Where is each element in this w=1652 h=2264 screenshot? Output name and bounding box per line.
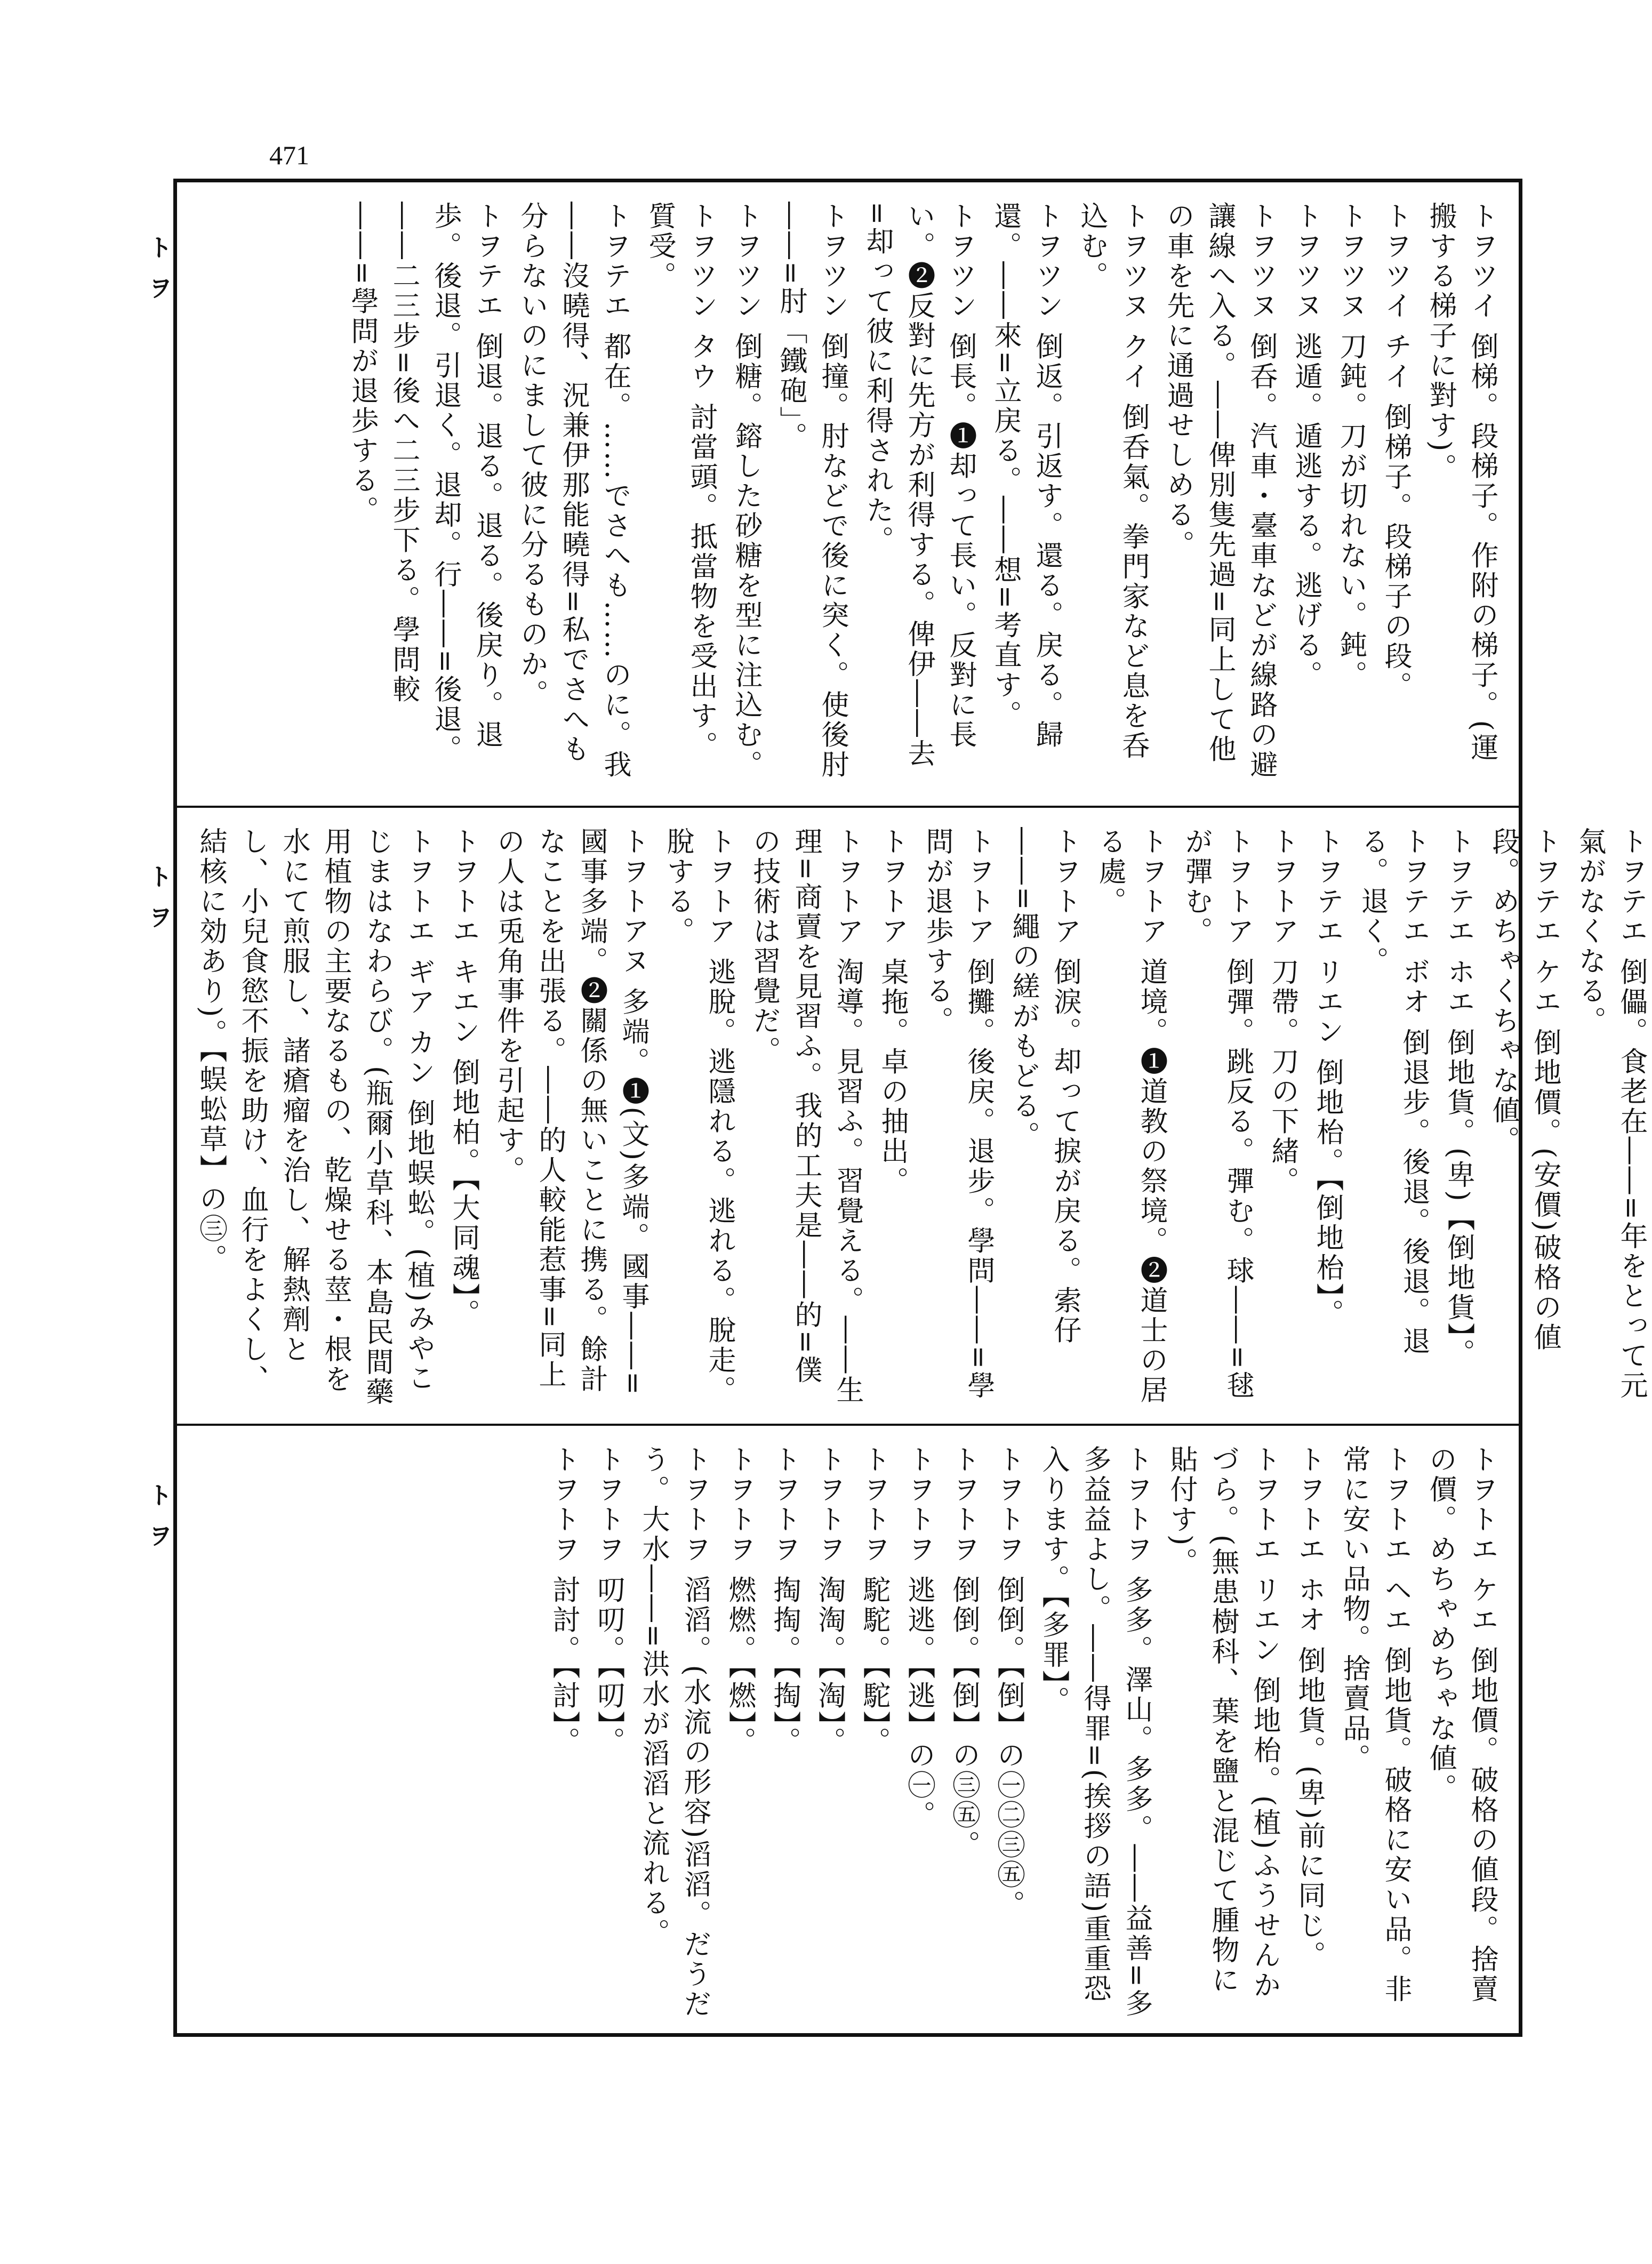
dictionary-entry: トヲツン 倒撞。肘などで後に突く。使後肘――=肘「鐵砲」。 <box>775 202 848 780</box>
dictionary-page-frame <box>173 179 1647 2037</box>
dictionary-entry: トヲツン 倒長。❶却って長い。反對に長い。❷反對に先方が利得する。俾伊――去=却って彼に利得された。 <box>861 202 976 769</box>
dictionary-entry: トヲテエ リエン 倒地枱。【倒地枱】。 <box>1311 827 1343 1329</box>
dictionary-entry: トヲトエ ギア カン 倒地蜈蚣。(植)みやこじまはなわらび。(瓶爾小草科、本島民間藥用植物の主要なるもの、乾燥せる莖・根を水にて煎服し、諸瘡瘤を治し、解熱劑とし、小兒食慾不振を助け、血行をよくし、結核に効あり)。【蜈蚣草】の㊂。 <box>195 827 435 1408</box>
tier-top <box>177 182 1519 804</box>
dictionary-entry: トヲトア 道境。❶道教の祭境。❷道士の居る處。 <box>1094 827 1167 1406</box>
dictionary-entry: トヲトア 逃脫。逃隱れる。逃れる。脫走。脫する。 <box>662 827 735 1406</box>
dictionary-entry: トヲツイ チイ 倒梯子。段梯子の段。 <box>1380 202 1412 702</box>
dictionary-entry: トヲトヲ 逃逃。【逃】の㊀。 <box>903 1445 935 1831</box>
dictionary-entry: トヲトアヌ 多端。❶(文)多端。國事――=國事多端。❷關係の無いことに携る。餘計なことを出張る。――的人較能惹事=同上の人は兎角事件を引起す。 <box>492 827 649 1397</box>
dictionary-entry: トヲテエ ボオ 倒退步。後退。後退。退る。退く。 <box>1356 827 1430 1357</box>
dictionary-entry: トヲトヲ 淘淘。【淘】。 <box>813 1445 845 1757</box>
entry-column-group <box>187 827 1652 1408</box>
dictionary-entry: トヲテエ ホエ 倒地貨。(卑)【倒地貨】。 <box>1442 827 1474 1369</box>
dictionary-entry: トヲツイ 倒梯。段梯子。作附の梯子。(運搬する梯子に對す)。 <box>1424 202 1498 763</box>
dictionary-entry: トヲトエ リエン 倒地枱。(植)ふうせんかづら。(無患樹科、葉を鹽と混じて腫物に貼付す)。 <box>1165 1445 1280 2001</box>
dictionary-entry: トヲトア 刀帶。刀の下緒。 <box>1266 827 1298 1197</box>
entry-column-group <box>338 202 1503 790</box>
dictionary-entry: トヲトエ ケエ 倒地價。破格の値段。捨賣の價。めちゃめちゃな値。 <box>1424 1445 1498 2005</box>
tier-middle <box>177 806 1647 1422</box>
dictionary-entry: トヲトエ キエン 倒地柏。【大同魂】。 <box>447 827 479 1329</box>
dictionary-entry: トヲツヌ 倒呑。汽車・臺車などが線路の避讓線へ入る。――俾別隻先過=同上して他の車を先に通過せしめる。 <box>1162 202 1277 780</box>
dictionary-entry: トヲトア 倒淚。却って捩が戻る。索仔――=繩の縒がもどる。 <box>1007 827 1081 1346</box>
dictionary-entry: トヲトヲ 掏掏。【掏】。 <box>768 1445 800 1757</box>
dictionary-entry: トヲツン 倒返。引返す。還る。戻る。歸還。――來=立戻る。――想=考直す。 <box>989 202 1063 750</box>
dictionary-entry: トヲテエ 倒退。退る。退る。後戻り。退歩。後退。引退く。退却。行――=後退。――二三步=後へ二三步下る。學問較――=學問が退歩する。 <box>346 202 503 765</box>
dictionary-entry: トヲトヲ 駝駝。【駝】。 <box>858 1445 890 1757</box>
page-number: 471 <box>269 140 309 170</box>
dictionary-entry: トヲトア 倒彈。跳反る。彈む。球――=毬が彈む。 <box>1180 827 1254 1401</box>
dictionary-entry: トヲトヲ 燃燃。【燃】。 <box>724 1445 756 1757</box>
dictionary-entry: トヲテエ 都在。……でさへも……のに。我――沒曉得、況兼伊那能曉得=私でさへも分らないのにまして彼に分るものか。 <box>516 202 631 780</box>
dictionary-entry: トヲツン タウ 討當頭。抵當物を受出す。質受。 <box>644 202 717 761</box>
dictionary-entry: トヲトア 桌拖。卓の抽出。 <box>876 827 908 1197</box>
dictionary-entry: トヲツン 倒糖。鎔した砂糖を型に注込む。 <box>730 202 762 780</box>
side-tab-top: トヲ <box>145 235 173 316</box>
dictionary-entry: トヲツヌ クイ 倒呑氣。拳門家など息を呑込む。 <box>1076 202 1149 761</box>
dictionary-entry: トヲトエ ホオ 倒地貨。(卑)前に同じ。 <box>1293 1445 1325 1971</box>
dictionary-entry: トヲトヲ 討討。【討】。 <box>548 1445 580 1757</box>
dictionary-entry: トヲトヲ 倒倒。【倒】の㊀㊁㊂㊄。 <box>992 1445 1024 1920</box>
dictionary-entry: トヲトヲ 多多。澤山。多多。――益善=多多益益よし。――得罪=(挨拶の語)重重恐入ります。【多罪】。 <box>1037 1445 1152 2019</box>
dictionary-entry: トヲテエ ケエ 倒地價。(安價)破格の値段。めちゃくちゃな値。 <box>1487 827 1561 1353</box>
dictionary-entry: トヲトア 倒攤。後戻。退步。學問――=學問が退歩する。 <box>921 827 995 1401</box>
side-tab-bottom: トヲ <box>145 1482 173 1563</box>
dictionary-entry: トヲトエ ヘエ 倒地貨。破格に安い品。非常に安い品物。捨賣品。 <box>1338 1445 1412 2005</box>
dictionary-entry: トヲトヲ 滔滔。(水流の形容)滔滔。だうだう。大水――=洪水が滔滔と流れる。 <box>637 1445 711 2020</box>
dictionary-entry: トヲトア 淘導。見習ふ。習覺える。――生理=商賣を見習ふ。我的工夫是――的=僕の技術は習覺だ。 <box>748 827 863 1406</box>
dictionary-entry: トヲトヲ 叨叨。【叨】。 <box>592 1445 624 1757</box>
side-tab-middle: トヲ <box>145 864 173 945</box>
tier-bottom <box>177 1424 1519 2037</box>
entry-column-group <box>540 1445 1503 2023</box>
dictionary-entry: トヲツヌ 逃遁。遁逃する。逃げる。 <box>1290 202 1322 691</box>
dictionary-entry: トヲテエ 倒儡。食老在――=年をとって元氣がなくなる。 <box>1574 827 1647 1401</box>
dictionary-entry: トヲトヲ 倒倒。【倒】の㊂㊄。 <box>948 1445 980 1860</box>
dictionary-entry: トヲツヌ 刀鈍。刀が切れない。鈍。 <box>1335 202 1367 691</box>
